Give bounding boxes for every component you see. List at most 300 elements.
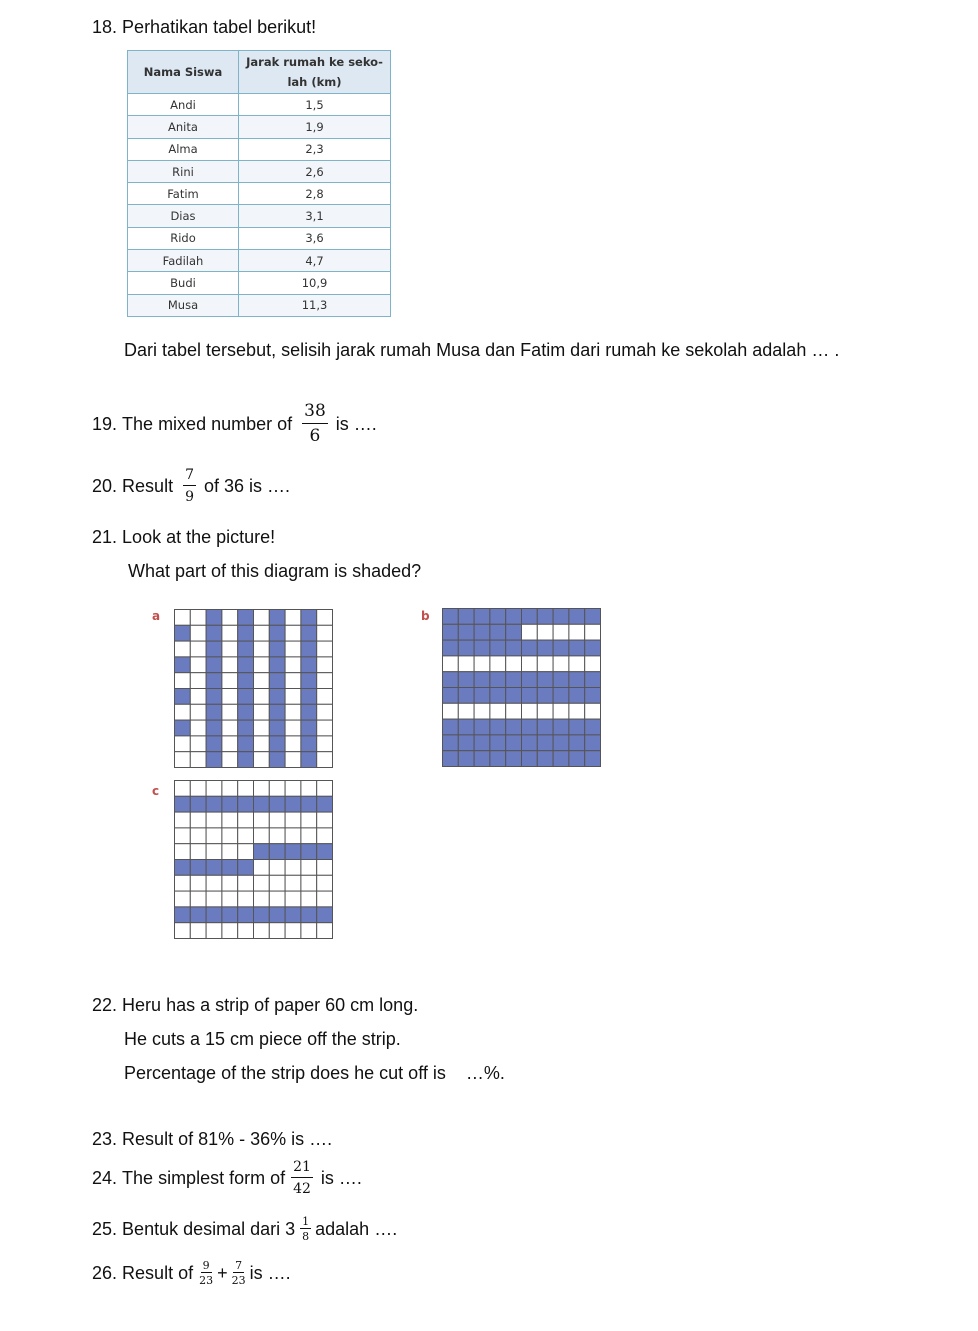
grid-cell — [301, 828, 317, 844]
grid-cell — [522, 703, 538, 719]
grid-cell — [285, 828, 301, 844]
grid-cell — [238, 844, 254, 860]
shaded-cell — [522, 735, 538, 751]
cell-distance: 10,9 — [239, 272, 391, 294]
question-number: 20. — [92, 476, 118, 496]
table-row — [128, 227, 391, 249]
q22-line2: He cuts a 15 cm piece off the strip. — [124, 1029, 401, 1049]
cell-distance: 3,1 — [239, 205, 391, 227]
shaded-cell — [238, 720, 254, 736]
question-number: 26. — [92, 1263, 118, 1283]
table-row — [128, 138, 391, 160]
cell-distance: 3,6 — [239, 227, 391, 249]
grid-cell — [175, 844, 191, 860]
grid-cell — [317, 828, 333, 844]
shaded-cell — [175, 796, 191, 812]
grid-cell — [317, 736, 333, 752]
shaded-cell — [301, 796, 317, 812]
shaded-cell — [553, 751, 569, 767]
shaded-cell — [175, 657, 191, 673]
question-number: 18. — [92, 17, 118, 37]
fraction — [302, 403, 328, 445]
grid-cell — [285, 641, 301, 657]
shaded-cell — [301, 689, 317, 705]
cell-name: Anita — [128, 116, 239, 138]
grid-cell — [269, 891, 285, 907]
question-suffix: adalah …. — [315, 1219, 398, 1239]
denominator: 23 — [199, 1274, 214, 1287]
shaded-cell — [506, 719, 522, 735]
shaded-cell — [269, 704, 285, 720]
grid-cell — [285, 891, 301, 907]
shaded-cell — [301, 641, 317, 657]
cell-name: Fadilah — [128, 250, 239, 272]
grid-cell — [206, 844, 222, 860]
shaded-cell — [175, 860, 191, 876]
fraction-1 — [199, 1260, 213, 1286]
denominator: 42 — [293, 1181, 311, 1197]
question-20 — [92, 468, 290, 504]
shaded-cell — [443, 688, 459, 704]
shaded-cell — [569, 672, 585, 688]
distance-table — [127, 50, 391, 317]
shaded-cell — [206, 720, 222, 736]
grid-cell — [190, 641, 206, 657]
question-19 — [92, 403, 377, 445]
grid-cell — [222, 625, 238, 641]
grid-cell — [175, 781, 191, 797]
grid-cell — [474, 703, 490, 719]
grid-cell — [206, 875, 222, 891]
grid-cell — [222, 752, 238, 768]
grid-cell — [317, 923, 333, 939]
grid-cell — [522, 656, 538, 672]
grid-cell — [254, 923, 270, 939]
table-row — [128, 294, 391, 316]
grid-cell — [190, 625, 206, 641]
grid-cell — [537, 703, 553, 719]
shaded-cell — [206, 704, 222, 720]
grid-cell — [238, 812, 254, 828]
shaded-cell — [269, 625, 285, 641]
grid-cell — [254, 720, 270, 736]
grid-cell — [175, 610, 191, 626]
shaded-cell — [285, 907, 301, 923]
grid-cell — [206, 812, 222, 828]
grid-cell — [301, 812, 317, 828]
grid-cell — [301, 860, 317, 876]
shaded-cell — [443, 624, 459, 640]
grid-cell — [285, 673, 301, 689]
shaded-cell — [206, 673, 222, 689]
grid-cell — [585, 656, 601, 672]
denominator: 23 — [231, 1274, 246, 1287]
numerator: 1 — [302, 1215, 310, 1228]
grid-cell — [238, 875, 254, 891]
shaded-cell — [474, 609, 490, 625]
grid-cell — [175, 673, 191, 689]
shaded-cell — [269, 736, 285, 752]
shaded-cell — [443, 609, 459, 625]
table-row — [128, 116, 391, 138]
grid-cell — [458, 656, 474, 672]
shaded-cell — [269, 907, 285, 923]
grid-cell — [190, 673, 206, 689]
question-number: 21. — [92, 527, 118, 547]
grid-cell — [317, 781, 333, 797]
grid-cell — [175, 891, 191, 907]
table-row — [128, 160, 391, 182]
table-body — [128, 94, 391, 317]
question-text: Look at the picture! — [122, 527, 276, 547]
grid-cell — [443, 656, 459, 672]
grid-cell — [443, 703, 459, 719]
denominator: 8 — [302, 1230, 310, 1243]
grid-cell — [222, 641, 238, 657]
shaded-cell — [522, 672, 538, 688]
grid-cell — [317, 625, 333, 641]
grid-cell — [190, 875, 206, 891]
cell-distance: 1,9 — [239, 116, 391, 138]
grid-cell — [522, 624, 538, 640]
cell-distance: 2,8 — [239, 183, 391, 205]
grid-cell — [553, 656, 569, 672]
q21-subquestion: What part of this diagram is shaded? — [128, 561, 422, 581]
shaded-cell — [458, 624, 474, 640]
grid-cell — [269, 828, 285, 844]
header-distance-line2: lah (km) — [287, 75, 342, 89]
grid-cell — [301, 923, 317, 939]
shaded-cell — [206, 641, 222, 657]
grid-cell — [317, 875, 333, 891]
shaded-cell — [254, 844, 270, 860]
shaded-cell — [490, 719, 506, 735]
shaded-cell — [254, 796, 270, 812]
grid-cell — [569, 703, 585, 719]
shaded-cell — [474, 688, 490, 704]
grid-cell — [285, 736, 301, 752]
shaded-cell — [522, 751, 538, 767]
diagram-a-label: a — [152, 609, 161, 623]
grid-cell — [175, 704, 191, 720]
diagram-a-grid — [174, 609, 333, 768]
shaded-cell — [206, 796, 222, 812]
cell-distance: 4,7 — [239, 250, 391, 272]
shaded-cell — [458, 640, 474, 656]
grid-cell — [222, 781, 238, 797]
grid-cell — [175, 752, 191, 768]
shaded-cell — [301, 657, 317, 673]
grid-cell — [553, 703, 569, 719]
question-suffix: is …. — [335, 414, 377, 434]
shaded-cell — [317, 844, 333, 860]
shaded-cell — [490, 688, 506, 704]
shaded-cell — [238, 704, 254, 720]
shaded-cell — [585, 688, 601, 704]
shaded-cell — [474, 624, 490, 640]
grid-cell — [285, 812, 301, 828]
shaded-cell — [569, 751, 585, 767]
grid-cell — [458, 703, 474, 719]
shaded-cell — [506, 672, 522, 688]
grid-cell — [269, 860, 285, 876]
grid-cell — [254, 781, 270, 797]
question-23 — [92, 1128, 332, 1150]
question-prefix: The simplest form of — [122, 1168, 286, 1188]
shaded-cell — [553, 719, 569, 735]
shaded-cell — [458, 751, 474, 767]
shaded-cell — [269, 689, 285, 705]
shaded-cell — [206, 736, 222, 752]
shaded-cell — [301, 625, 317, 641]
shaded-cell — [553, 735, 569, 751]
table-row — [128, 183, 391, 205]
shaded-cell — [238, 657, 254, 673]
shaded-cell — [537, 719, 553, 735]
question-21 — [92, 526, 275, 548]
grid-cell — [317, 657, 333, 673]
grid-cell — [175, 875, 191, 891]
shaded-cell — [269, 844, 285, 860]
grid-cell — [317, 720, 333, 736]
shaded-cell — [537, 735, 553, 751]
diagram-b-grid — [442, 608, 601, 767]
shaded-cell — [269, 610, 285, 626]
grid-cell — [474, 656, 490, 672]
shaded-cell — [175, 907, 191, 923]
grid-cell — [222, 704, 238, 720]
question-18 — [92, 16, 316, 38]
grid-cell — [254, 875, 270, 891]
grid-cell — [175, 641, 191, 657]
question-prefix: Bentuk desimal dari 3 — [122, 1219, 296, 1239]
shaded-cell — [190, 907, 206, 923]
shaded-cell — [317, 907, 333, 923]
cell-distance: 11,3 — [239, 294, 391, 316]
grid-cell — [222, 812, 238, 828]
diagram-c-label: c — [152, 784, 160, 798]
shaded-cell — [553, 640, 569, 656]
shaded-cell — [458, 719, 474, 735]
shaded-cell — [269, 657, 285, 673]
shaded-cell — [190, 796, 206, 812]
shaded-cell — [269, 641, 285, 657]
grid-cell — [238, 891, 254, 907]
q22-line3: Percentage of the strip does he cut off is …%. — [124, 1063, 505, 1083]
question-number: 22. — [92, 995, 118, 1015]
cell-name: Alma — [128, 138, 239, 160]
question-number: 23. — [92, 1129, 118, 1149]
grid-cell — [285, 657, 301, 673]
question-number: 25. — [92, 1219, 118, 1239]
shaded-cell — [206, 689, 222, 705]
shaded-cell — [537, 609, 553, 625]
shaded-cell — [269, 720, 285, 736]
grid-cell — [285, 860, 301, 876]
shaded-cell — [585, 672, 601, 688]
grid-cell — [190, 752, 206, 768]
shaded-cell — [222, 860, 238, 876]
cell-distance: 2,6 — [239, 160, 391, 182]
grid-cell — [175, 812, 191, 828]
shaded-cell — [458, 609, 474, 625]
shaded-cell — [569, 688, 585, 704]
fraction-2 — [232, 1260, 246, 1286]
shaded-cell — [238, 641, 254, 657]
grid-cell — [190, 610, 206, 626]
grid-cell — [285, 610, 301, 626]
shaded-cell — [474, 735, 490, 751]
grid-cell — [285, 875, 301, 891]
shaded-cell — [458, 688, 474, 704]
shaded-cell — [506, 624, 522, 640]
grid-cell — [190, 891, 206, 907]
grid-cell — [317, 610, 333, 626]
grid-cell — [317, 752, 333, 768]
fraction — [291, 1160, 313, 1196]
shaded-cell — [522, 640, 538, 656]
grid-cell — [269, 781, 285, 797]
numerator: 7 — [235, 1259, 243, 1272]
cell-distance: 2,3 — [239, 138, 391, 160]
shaded-cell — [301, 704, 317, 720]
grid-cell — [269, 923, 285, 939]
table-row — [128, 94, 391, 116]
grid-cell — [254, 828, 270, 844]
grid-cell — [317, 704, 333, 720]
shaded-cell — [585, 640, 601, 656]
grid-cell — [285, 625, 301, 641]
grid-cell — [190, 720, 206, 736]
shaded-cell — [238, 689, 254, 705]
grid-cell — [285, 720, 301, 736]
cell-name: Fatim — [128, 183, 239, 205]
shaded-cell — [269, 673, 285, 689]
header-distance — [239, 51, 391, 94]
shaded-cell — [474, 672, 490, 688]
shaded-cell — [238, 610, 254, 626]
shaded-cell — [537, 751, 553, 767]
denominator: 6 — [309, 426, 321, 446]
shaded-cell — [238, 860, 254, 876]
shaded-cell — [238, 907, 254, 923]
grid-cell — [175, 828, 191, 844]
grid-cell — [506, 703, 522, 719]
grid-cell — [254, 891, 270, 907]
grid-cell — [254, 704, 270, 720]
grid-cell — [301, 891, 317, 907]
shaded-cell — [506, 751, 522, 767]
cell-name: Musa — [128, 294, 239, 316]
grid-cell — [190, 828, 206, 844]
grid-cell — [285, 689, 301, 705]
grid-cell — [490, 656, 506, 672]
grid-cell — [190, 704, 206, 720]
shaded-cell — [506, 609, 522, 625]
grid-cell — [585, 703, 601, 719]
q18-question: Dari tabel tersebut, selisih jarak rumah Musa dan Fatim dari rumah ke sekolah adalah … . — [124, 340, 840, 360]
shaded-cell — [317, 796, 333, 812]
shaded-cell — [490, 735, 506, 751]
question-prefix: Result — [122, 476, 174, 496]
grid-cell — [206, 828, 222, 844]
grid-cell — [569, 624, 585, 640]
cell-name: Rini — [128, 160, 239, 182]
grid-cell — [269, 875, 285, 891]
cell-name: Andi — [128, 94, 239, 116]
shaded-cell — [537, 672, 553, 688]
diagram-c-grid — [174, 780, 333, 939]
plus-operator: + — [217, 1263, 228, 1283]
grid-cell — [190, 781, 206, 797]
grid-cell — [269, 812, 285, 828]
shaded-cell — [206, 907, 222, 923]
question-24 — [92, 1160, 362, 1196]
shaded-cell — [285, 796, 301, 812]
grid-cell — [537, 656, 553, 672]
question-suffix: is …. — [249, 1263, 291, 1283]
grid-cell — [175, 736, 191, 752]
grid-cell — [490, 703, 506, 719]
grid-cell — [190, 844, 206, 860]
table-header-row — [128, 51, 391, 94]
shaded-cell — [537, 688, 553, 704]
grid-cell — [301, 781, 317, 797]
shaded-cell — [458, 735, 474, 751]
shaded-cell — [553, 688, 569, 704]
shaded-cell — [537, 640, 553, 656]
shaded-cell — [474, 640, 490, 656]
grid-cell — [254, 641, 270, 657]
grid-cell — [222, 657, 238, 673]
table-row — [128, 250, 391, 272]
shaded-cell — [474, 751, 490, 767]
shaded-cell — [238, 752, 254, 768]
shaded-cell — [301, 720, 317, 736]
cell-distance: 1,5 — [239, 94, 391, 116]
shaded-cell — [206, 752, 222, 768]
grid-cell — [222, 875, 238, 891]
numerator: 21 — [291, 1160, 313, 1178]
grid-cell — [285, 752, 301, 768]
shaded-cell — [285, 844, 301, 860]
header-distance-line1: Jarak rumah ke seko- — [246, 55, 383, 69]
grid-cell — [254, 736, 270, 752]
grid-cell — [190, 923, 206, 939]
grid-cell — [254, 812, 270, 828]
denominator: 9 — [185, 489, 194, 505]
shaded-cell — [506, 688, 522, 704]
grid-cell — [222, 923, 238, 939]
grid-cell — [285, 923, 301, 939]
grid-cell — [238, 923, 254, 939]
shaded-cell — [569, 735, 585, 751]
shaded-cell — [474, 719, 490, 735]
grid-cell — [569, 656, 585, 672]
numerator: 7 — [183, 468, 196, 486]
shaded-cell — [569, 609, 585, 625]
question-prefix: The mixed number of — [122, 414, 293, 434]
grid-cell — [553, 624, 569, 640]
shaded-cell — [569, 640, 585, 656]
shaded-cell — [222, 907, 238, 923]
grid-cell — [222, 720, 238, 736]
grid-cell — [206, 891, 222, 907]
question-22 — [92, 994, 418, 1016]
fraction — [183, 468, 196, 504]
cell-name: Dias — [128, 205, 239, 227]
question-suffix: of 36 is …. — [204, 476, 291, 496]
